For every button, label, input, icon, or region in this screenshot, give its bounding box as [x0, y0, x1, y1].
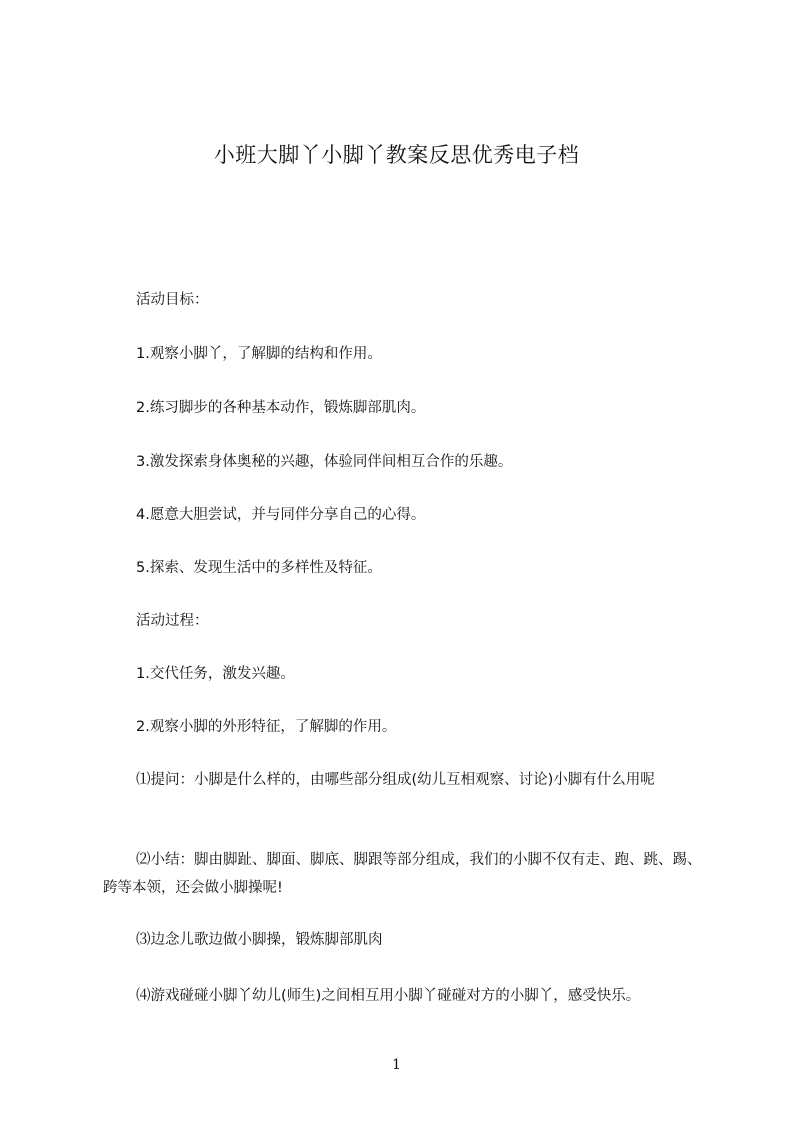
process-substep-1: ⑴提问：小脚是什么样的，由哪些部分组成(幼儿互相观察、讨论)小脚有什么用呢: [136, 772, 655, 788]
process-substep-4: ⑷游戏碰碰小脚丫幼儿(师生)之间相互用小脚丫碰碰对方的小脚丫，感受快乐。: [136, 988, 641, 1004]
document-title: 小班大脚丫小脚丫教案反思优秀电子档: [213, 143, 580, 167]
section-heading-goals: 活动目标：: [136, 292, 209, 308]
goal-item-3: 3.激发探索身体奥秘的兴趣，体验同伴间相互合作的乐趣。: [136, 454, 513, 470]
goal-item-5: 5.探索、发现生活中的多样性及特征。: [136, 560, 382, 576]
goal-item-2: 2.练习脚步的各种基本动作，锻炼脚部肌肉。: [136, 400, 426, 416]
section-heading-process: 活动过程：: [136, 613, 209, 629]
process-step-2: 2.观察小脚的外形特征，了解脚的作用。: [136, 719, 397, 735]
goal-item-1: 1.观察小脚丫，了解脚的结构和作用。: [136, 346, 382, 362]
process-substep-2: ⑵小结：脚由脚趾、脚面、脚底、脚跟等部分组成，我们的小脚不仅有走、跑、跳、踢、跨等本领，还会做小脚操呢!: [103, 852, 702, 896]
page-number: 1: [392, 1057, 401, 1073]
process-substep-3: ⑶边念儿歌边做小脚操，锻炼脚部肌肉: [136, 932, 383, 948]
process-step-1: 1.交代任务，激发兴趣。: [136, 666, 295, 682]
goal-item-4: 4.愿意大胆尝试，并与同伴分享自己的心得。: [136, 507, 426, 523]
